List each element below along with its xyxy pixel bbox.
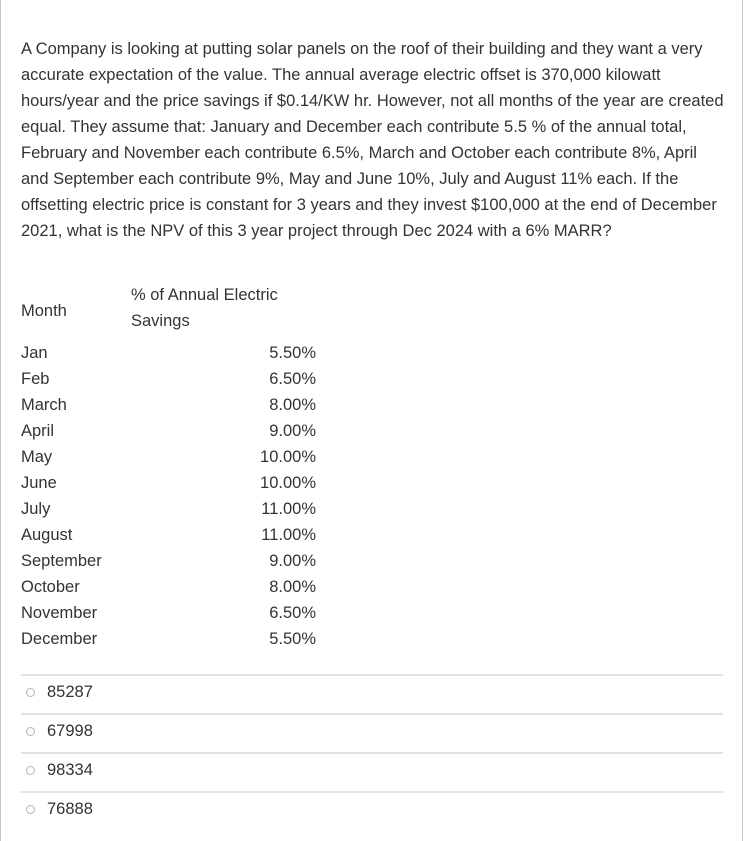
answer-option[interactable] <box>21 674 723 713</box>
percent-cell: 5.50% <box>269 630 316 648</box>
answer-label: 85287 <box>47 683 93 701</box>
percent-cell: 8.00% <box>269 396 316 414</box>
percent-cell: 6.50% <box>269 370 316 388</box>
percent-cell: 5.50% <box>269 344 316 362</box>
radio-button[interactable] <box>26 727 35 736</box>
table-row <box>21 366 316 392</box>
answer-option[interactable] <box>21 752 723 791</box>
percent-cell: 11.00% <box>261 526 316 544</box>
month-cell: September <box>21 552 102 570</box>
header-month: Month <box>21 301 67 320</box>
table-row <box>21 340 316 366</box>
table-row <box>21 574 316 600</box>
month-cell: May <box>21 448 53 466</box>
answer-label: 67998 <box>47 722 93 740</box>
percent-cell: 9.00% <box>269 552 316 570</box>
table-row <box>21 470 316 496</box>
table-row <box>21 600 316 626</box>
month-cell: August <box>21 526 73 544</box>
month-cell: December <box>21 630 98 648</box>
percent-cell: 6.50% <box>269 604 316 622</box>
answer-label: 76888 <box>47 800 93 818</box>
table-row <box>21 548 316 574</box>
question-text: A Company is looking at putting solar panels on the roof of their building and they want a very accurate expectation of the value. The annual average electric offset is 370,000 kilowatt hours/year and the price savings if $0.14/KW hr. However, not all months of the year are created equal. They assume that: January and December each contribute 5.5 % of the annual total, February and November each contribute 6.5%, March and October each contribute 8%, April and September each contribute 9%, May and June 10%, July and August 11% each. If the offsetting electric price is constant for 3 years and they invest $100,000 at the end of December 2021, what is the NPV of this 3 year project through Dec 2024 with a 6% MARR? <box>21 40 724 240</box>
table-header-row <box>21 282 316 340</box>
percent-cell: 11.00% <box>261 500 316 518</box>
table-row <box>21 522 316 548</box>
month-cell: April <box>21 422 55 440</box>
month-cell: November <box>21 604 98 622</box>
month-cell: June <box>21 474 57 492</box>
month-cell: March <box>21 396 67 414</box>
percent-cell: 10.00% <box>260 474 316 492</box>
percent-cell: 9.00% <box>269 422 316 440</box>
percent-cell: 8.00% <box>269 578 316 596</box>
month-cell: Feb <box>21 370 50 388</box>
table-row <box>21 444 316 470</box>
month-cell: July <box>21 500 51 518</box>
radio-button[interactable] <box>26 766 35 775</box>
answer-option[interactable] <box>21 713 723 752</box>
radio-button[interactable] <box>26 688 35 697</box>
radio-button[interactable] <box>26 805 35 814</box>
answer-options <box>21 674 723 830</box>
table-row <box>21 392 316 418</box>
table-row <box>21 626 316 652</box>
month-cell: Jan <box>21 344 48 362</box>
header-percent: % of Annual Electric Savings <box>131 286 278 330</box>
answer-label: 98334 <box>47 761 93 779</box>
month-cell: October <box>21 578 80 596</box>
table-row <box>21 496 316 522</box>
answer-option[interactable] <box>21 791 723 830</box>
savings-table <box>21 282 316 652</box>
percent-cell: 10.00% <box>260 448 316 466</box>
table-row <box>21 418 316 444</box>
